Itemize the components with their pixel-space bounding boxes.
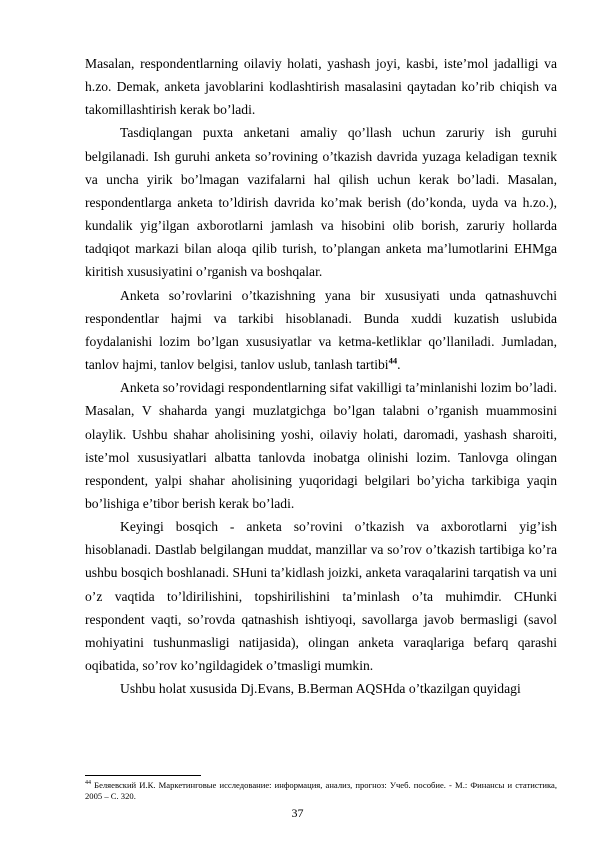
footnote-divider: [85, 775, 201, 776]
footnote: [85, 780, 557, 802]
paragraph-5: Keyingi bosqich - anketa so’rovini o’tkazish va axborotlarni yig’ish hisoblanadi. Dastlab belgilangan muddat, manzillar va so’rov o’tkazish tartibiga ko’ra ushbu bosqich boshlanadi. SHuni ta’kidlash joizki, anketa varaqalarini tarqatish va uni o’z vaqtida to’ldirilishini, topshirilishini ta’minlash o’ta muhimdir. CHunki respondent vaqti, so’rovda qatnashish ishtiyoqi, savollarga javob bermasligi (savol mohiyatini tushunmasligi natijasida), olingan anketa varaqlariga befarq qarashi oqibatida, so’rov ko’ngildagidek o’tmasligi mumkin.: [85, 519, 557, 674]
paragraph-3-tail: .: [397, 357, 401, 373]
footnote-number: 44: [85, 780, 91, 787]
paragraph-3-text: Anketa so’rovlarini o’tkazishning yana bir xususiyati unda qatnashuvchi respondentlar hajmi va tarkibi hisoblanadi. Bunda xuddi kuzatish uslubida foydalanishi lozim bo’lgan xususiyatlar va ketma-ketliklar qo’llaniladi. Jumladan, tanlov hajmi, tanlov belgisi, tanlov uslub, tanlash tartibi: [85, 287, 557, 373]
footnote-reference[interactable]: 44: [388, 355, 398, 366]
paragraph-4: Anketa so’rovidagi respondentlarning sifat vakilligi ta’minlanishi lozim bo’ladi. Masalan, V shaharda yangi muzlatgichga bo’lgan talabni o’rganish muammosini olaylik. Ushbu shahar aholisining yoshi, oilaviy holati, daromadi, yashash sharoiti, iste’mol xususiyatlari albatta tanlovda inobatga olinishi lozim. Tanlovga olingan respondent, yalpi shahar aholisining yuqoridagi belgilari bo’yicha tarkibiga yaqin bo’lishiga e’tibor berish kerak bo’ladi.: [85, 380, 557, 511]
paragraph-1: Masalan, respondentlarning oilaviy holati, yashash joyi, kasbi, iste’mol jadalligi va h.zo. Demak, anketa javoblarini kodlashtirish masalasini qaytadan ko’rib chiqish va takomillashtirish kerak bo’ladi.: [85, 56, 557, 118]
paragraph-2: Tasdiqlangan puxta anketani amaliy qo’llash uchun zaruriy ish guruhi belgilanadi. Ish guruhi anketa so’rovining o’tkazish davrida yuzaga keladigan texnik va uncha yirik bo’lmagan vazifalarni hal qilish uchun kerak bo’ladi. Masalan, respondentlarga anketa to’ldirish davrida ko’mak berish (do’konda, uyda va h.zo.), kundalik yig’ilgan axborotlarni jamlash va hisobini olib borish, zaruriy hollarda tadqiqot markazi bilan aloqa qilib turish, to’plangan anketa ma’lumotlarini EHMga kiritish xususiyatini o’rganish va boshqalar.: [85, 125, 557, 280]
page-body: [85, 52, 557, 700]
paragraph-6: Ushbu holat xususida Dj.Evans, B.Berman AQSHda o’tkazilgan quyidagi: [120, 681, 521, 697]
footnote-text: Беляевский И.К. Маркетинговые исследование: информация, анализ, прогноз: Учеб. пособие. - М.: Финансы и статистика, 2005 – С. 320.: [85, 780, 557, 801]
page-number: 37: [291, 806, 304, 820]
paragraph-3: [85, 284, 557, 377]
